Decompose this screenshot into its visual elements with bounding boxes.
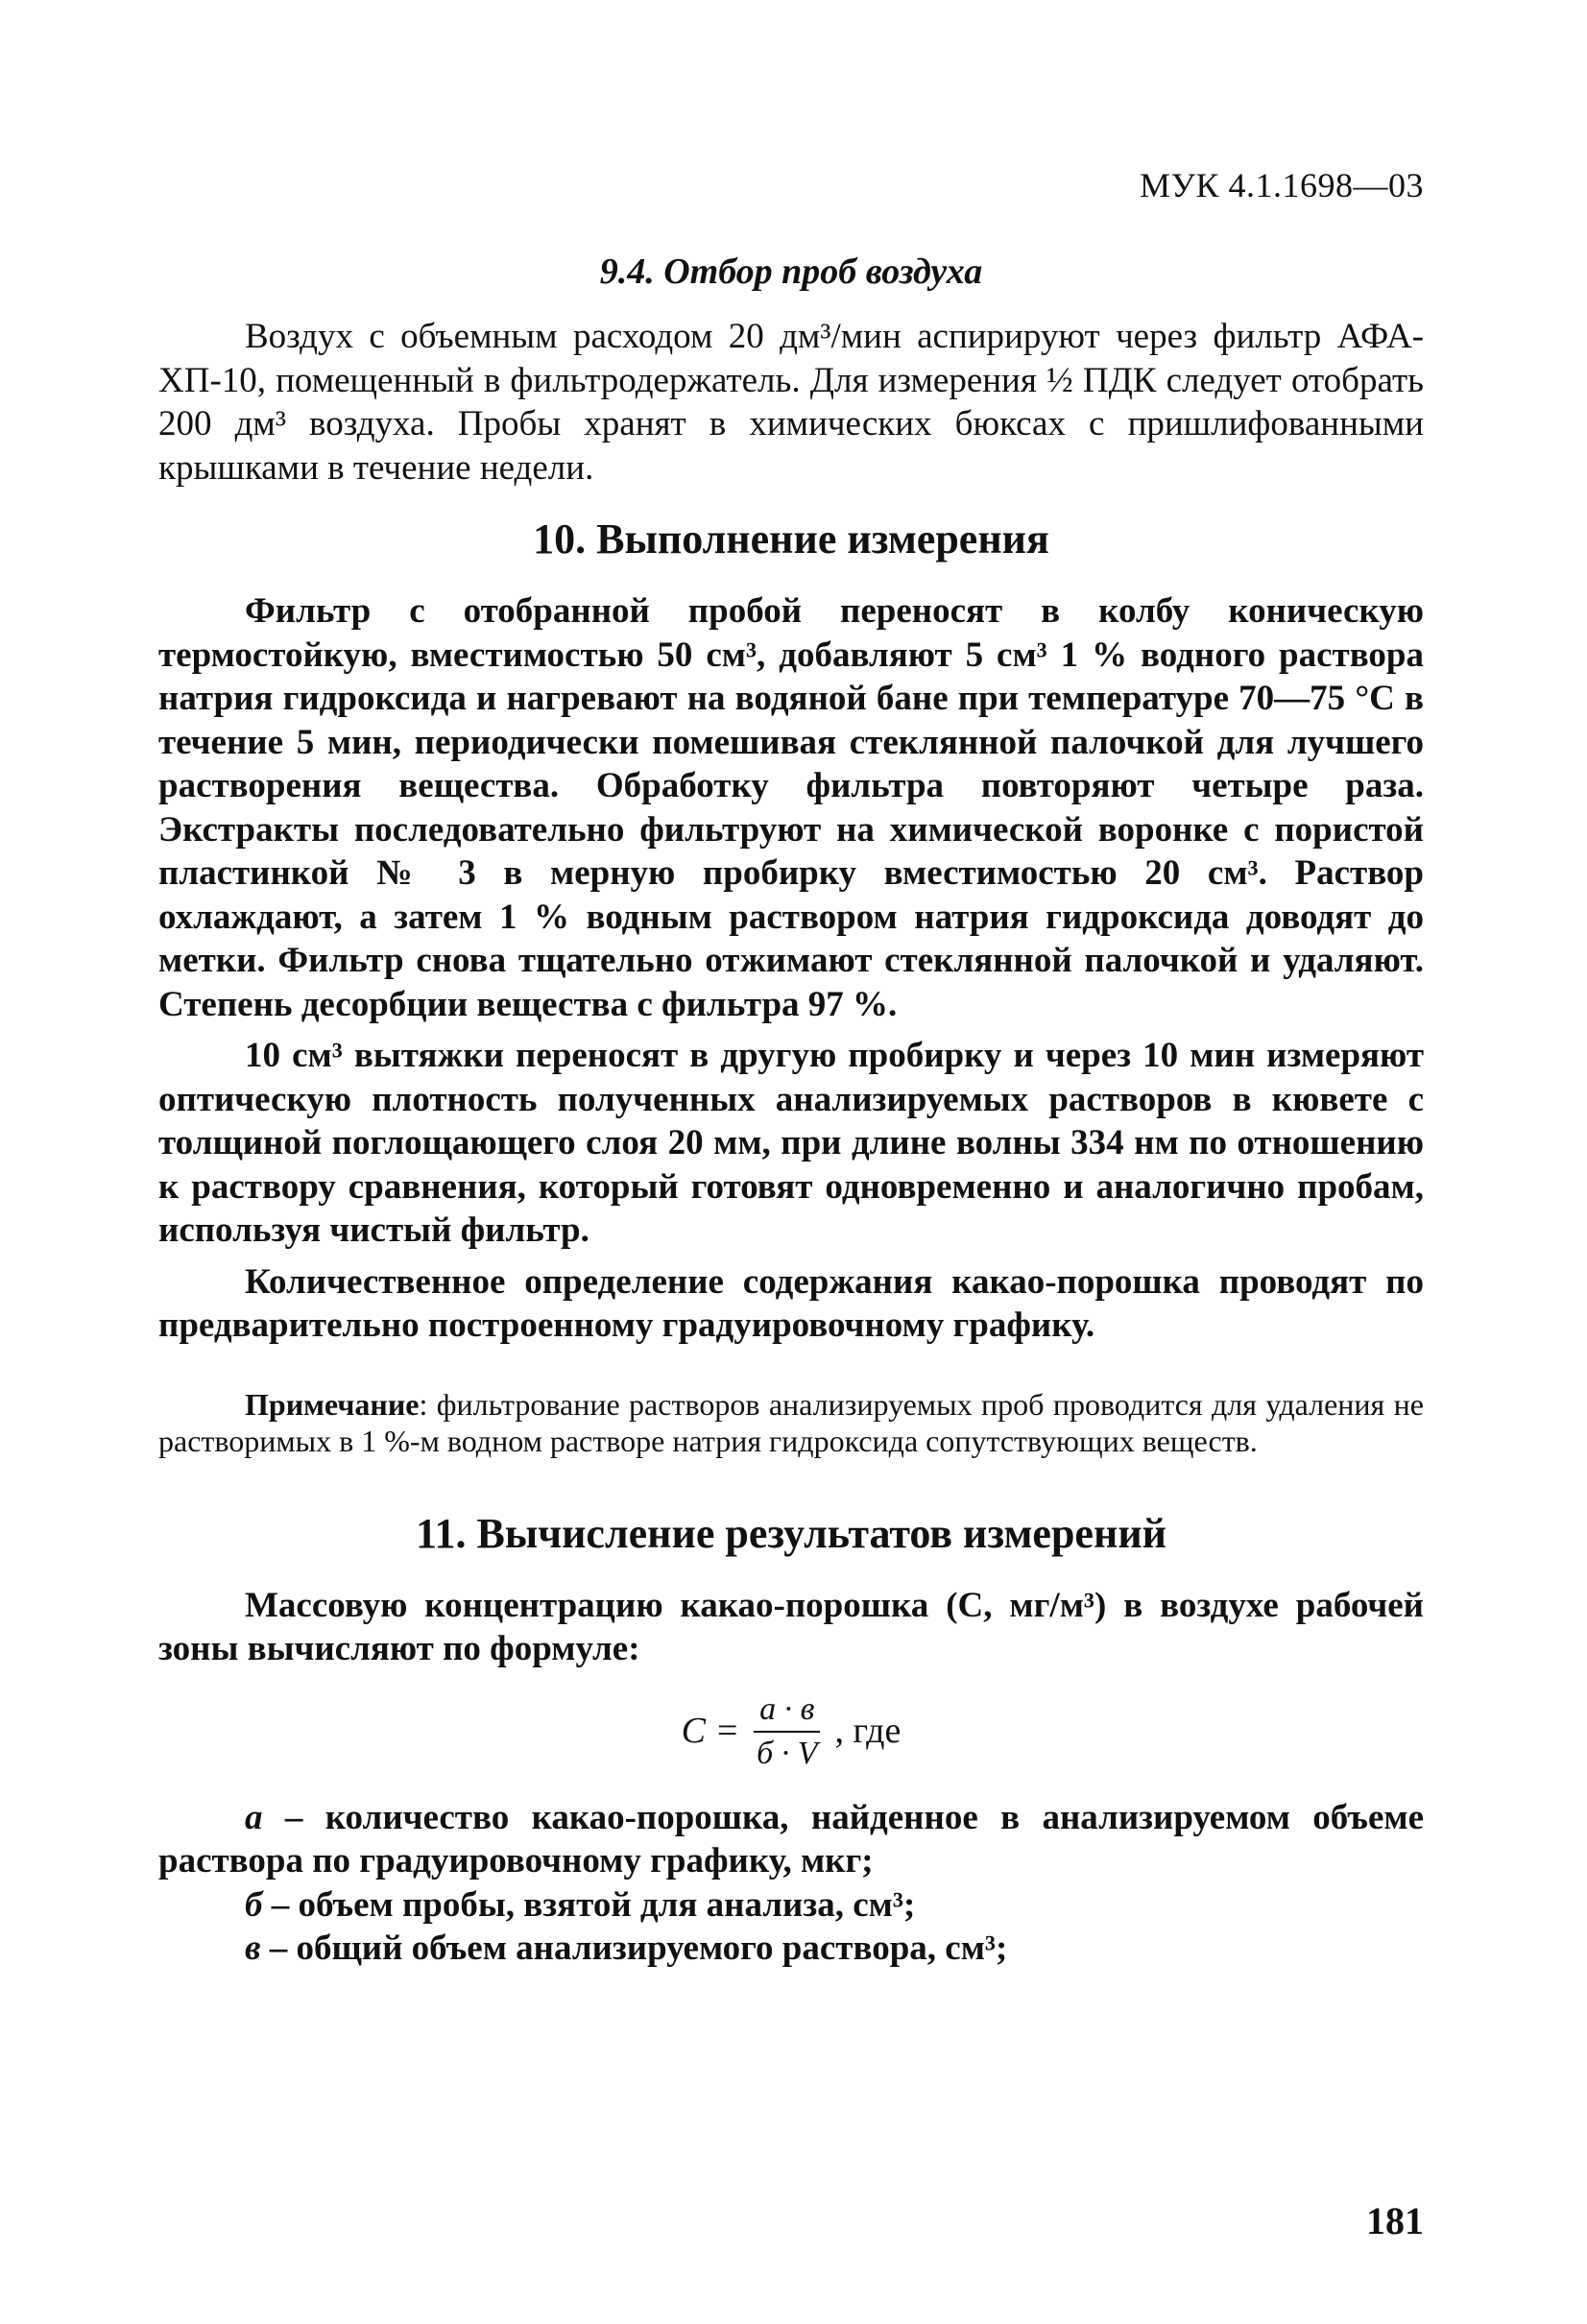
definition-v (158, 1927, 1424, 1971)
definition-v-text: – общий объем анализируемого раствора, см³; (260, 1929, 1008, 1968)
definition-v-var: в (245, 1929, 261, 1968)
section-9-4-title: 9.4. Отбор проб воздуха (599, 252, 983, 292)
formula (158, 1690, 1424, 1773)
note-label: Примечание (245, 1386, 420, 1422)
formula-suffix: , где (834, 1710, 902, 1751)
formula-numerator: а · в (754, 1690, 820, 1733)
document-code: МУК 4.1.1698—03 (1139, 166, 1424, 204)
note-block (158, 1386, 1424, 1459)
definition-b-var: б (245, 1884, 263, 1925)
section-11-intro: Массовую концентрацию какао-порошка (С, мг/м³) в воздухе рабочей зоны вычисляют по формуле: (158, 1585, 1424, 1668)
definition-a-text: – количество какао-порошка, найденное в анализируемом объеме раствора по градуировочному графику, мкг; (158, 1797, 1424, 1881)
formula-fraction (751, 1690, 823, 1773)
variable-definitions (158, 1796, 1424, 1971)
section-10-heading: 10. Выполнение измерения (533, 515, 1049, 563)
definition-a-var: а (245, 1797, 263, 1837)
page-content (158, 248, 1424, 1971)
definition-a (158, 1796, 1424, 1883)
definition-b (158, 1883, 1424, 1928)
section-11-heading: 11. Вычисление результатов измерений (415, 1509, 1167, 1557)
section-10-paragraph-1: Фильтр с отобранной пробой переносят в колбу коническую термостойкую, вместимостью 50 см³, добавляют 5 см³ 1 % водного раствора натрия гидроксида и нагревают на водяной бане при температуре 70—75 °С в течение 5 мин, периодически помешивая стеклянной палочкой для лучшего растворения вещества. Обработку фильтра повторяют четыре раза. Экстракты последовательно фильтруют на химической воронке с пористой пластинкой № 3 в мерную пробирку вместимостью 20 см³. Раствор охлаждают, а затем 1 % водным раствором натрия гидроксида доводят до метки. Фильтр снова тщательно отжимают стеклянной палочкой и удаляют. Степень десорбции вещества с фильтра 97 %. (158, 591, 1424, 1024)
page-number: 181 (1366, 2199, 1424, 2242)
formula-lhs: С = (681, 1710, 740, 1751)
section-10-paragraph-2: 10 см³ вытяжки переносят в другую пробирку и через 10 мин измеряют оптическую плотность полученных анализируемых растворов в кювете с толщиной поглощающего слоя 20 мм, при длине волны 334 нм по отношению к раствору сравнения, который готовят одновременно и аналогично пробам, используя чистый фильтр. (158, 1036, 1424, 1250)
note-text: : фильтрование растворов анализируемых проб проводится для удаления не растворимых в 1 %-м водном растворе натрия гидроксида сопутствующих веществ. (158, 1386, 1424, 1458)
formula-denominator: б · V (757, 1735, 818, 1771)
section-9-4-text: Воздух с объемным расходом 20 дм³/мин аспирируют через фильтр АФА-ХП-10, помещенный в фильтродержатель. Для измерения ½ ПДК следует отобрать 200 дм³ воздуха. Пробы хранят в химических бюксах с пришлифованными крышками в течение недели. (158, 317, 1424, 488)
section-10-paragraph-3: Количественное определение содержания какао-порошка проводят по предварительно построенному градуировочному графику. (158, 1261, 1424, 1345)
definition-b-text: – объем пробы, взятой для анализа, см³; (262, 1884, 916, 1925)
